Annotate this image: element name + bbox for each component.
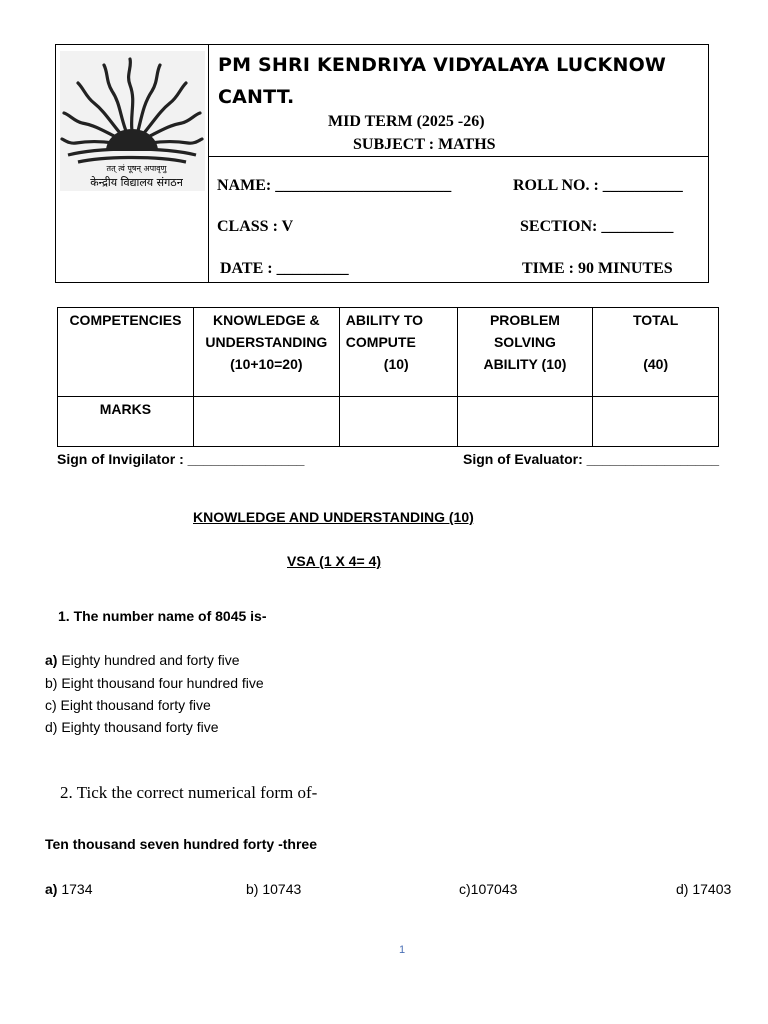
- question-1-option-c[interactable]: c) Eight thousand forty five: [45, 697, 211, 713]
- question-2-option-a[interactable]: a) 1734: [45, 881, 93, 897]
- header-box: [55, 44, 709, 283]
- name-field[interactable]: NAME: ______________________: [217, 177, 452, 194]
- header-ability-to-compute: ABILITY TO COMPUTE (10): [339, 308, 457, 397]
- question-1-text: 1. The number name of 8045 is-: [58, 608, 267, 624]
- section-field[interactable]: SECTION: _________: [520, 218, 674, 235]
- logo-motto: तत् त्वं पूषन् अपावृणु: [106, 164, 167, 173]
- class-field: CLASS : V: [217, 218, 294, 235]
- marks-label: MARKS: [58, 397, 194, 447]
- table-header-row: [58, 308, 719, 397]
- page-number: 1: [399, 944, 406, 956]
- school-name: PM SHRI KENDRIYA VIDYALAYA LUCKNOW CANTT.: [218, 54, 667, 108]
- logo-org-name: केन्द्रीय विद्यालय संगठन: [90, 176, 183, 189]
- question-2-option-b[interactable]: b) 10743: [246, 881, 302, 897]
- kvs-logo: [60, 51, 205, 191]
- marks-cell-compute[interactable]: [339, 397, 457, 447]
- question-2-option-c[interactable]: c)107043: [459, 881, 518, 897]
- logo-cell: [56, 45, 209, 282]
- section-subtitle: VSA (1 X 4= 4): [287, 553, 382, 569]
- question-1-option-b[interactable]: b) Eight thousand four hundred five: [45, 675, 264, 691]
- exam-title: MID TERM (2025 -26): [328, 113, 485, 130]
- competency-table: [57, 307, 719, 447]
- roll-number-field[interactable]: ROLL NO. : __________: [513, 177, 683, 194]
- question-2-number-words: Ten thousand seven hundred forty -three: [45, 836, 317, 852]
- subject-title: SUBJECT : MATHS: [353, 136, 496, 153]
- question-1-option-a[interactable]: a) Eighty hundred and forty five: [45, 652, 240, 668]
- marks-row: [58, 397, 719, 447]
- invigilator-signature[interactable]: Sign of Invigilator : _______________: [57, 451, 305, 467]
- header-competencies: COMPETENCIES: [58, 308, 194, 397]
- question-1-option-d[interactable]: d) Eighty thousand forty five: [45, 719, 219, 735]
- marks-cell-total[interactable]: [593, 397, 719, 447]
- header-problem-solving: PROBLEM SOLVING ABILITY (10): [457, 308, 593, 397]
- marks-cell-problem-solving[interactable]: [457, 397, 593, 447]
- time-field: TIME : 90 MINUTES: [522, 260, 673, 277]
- section-title: KNOWLEDGE AND UNDERSTANDING (10): [193, 509, 474, 525]
- header-knowledge-understanding: KNOWLEDGE & UNDERSTANDING (10+10=20): [193, 308, 339, 397]
- header-total: TOTAL (40): [593, 308, 719, 397]
- marks-cell-knowledge[interactable]: [193, 397, 339, 447]
- question-2-text: 2. Tick the correct numerical form of-: [60, 783, 318, 802]
- header-divider: [209, 156, 709, 157]
- question-2-option-d[interactable]: d) 17403: [676, 881, 732, 897]
- date-field[interactable]: DATE : _________: [220, 260, 349, 277]
- evaluator-signature[interactable]: Sign of Evaluator: _________________: [463, 451, 720, 467]
